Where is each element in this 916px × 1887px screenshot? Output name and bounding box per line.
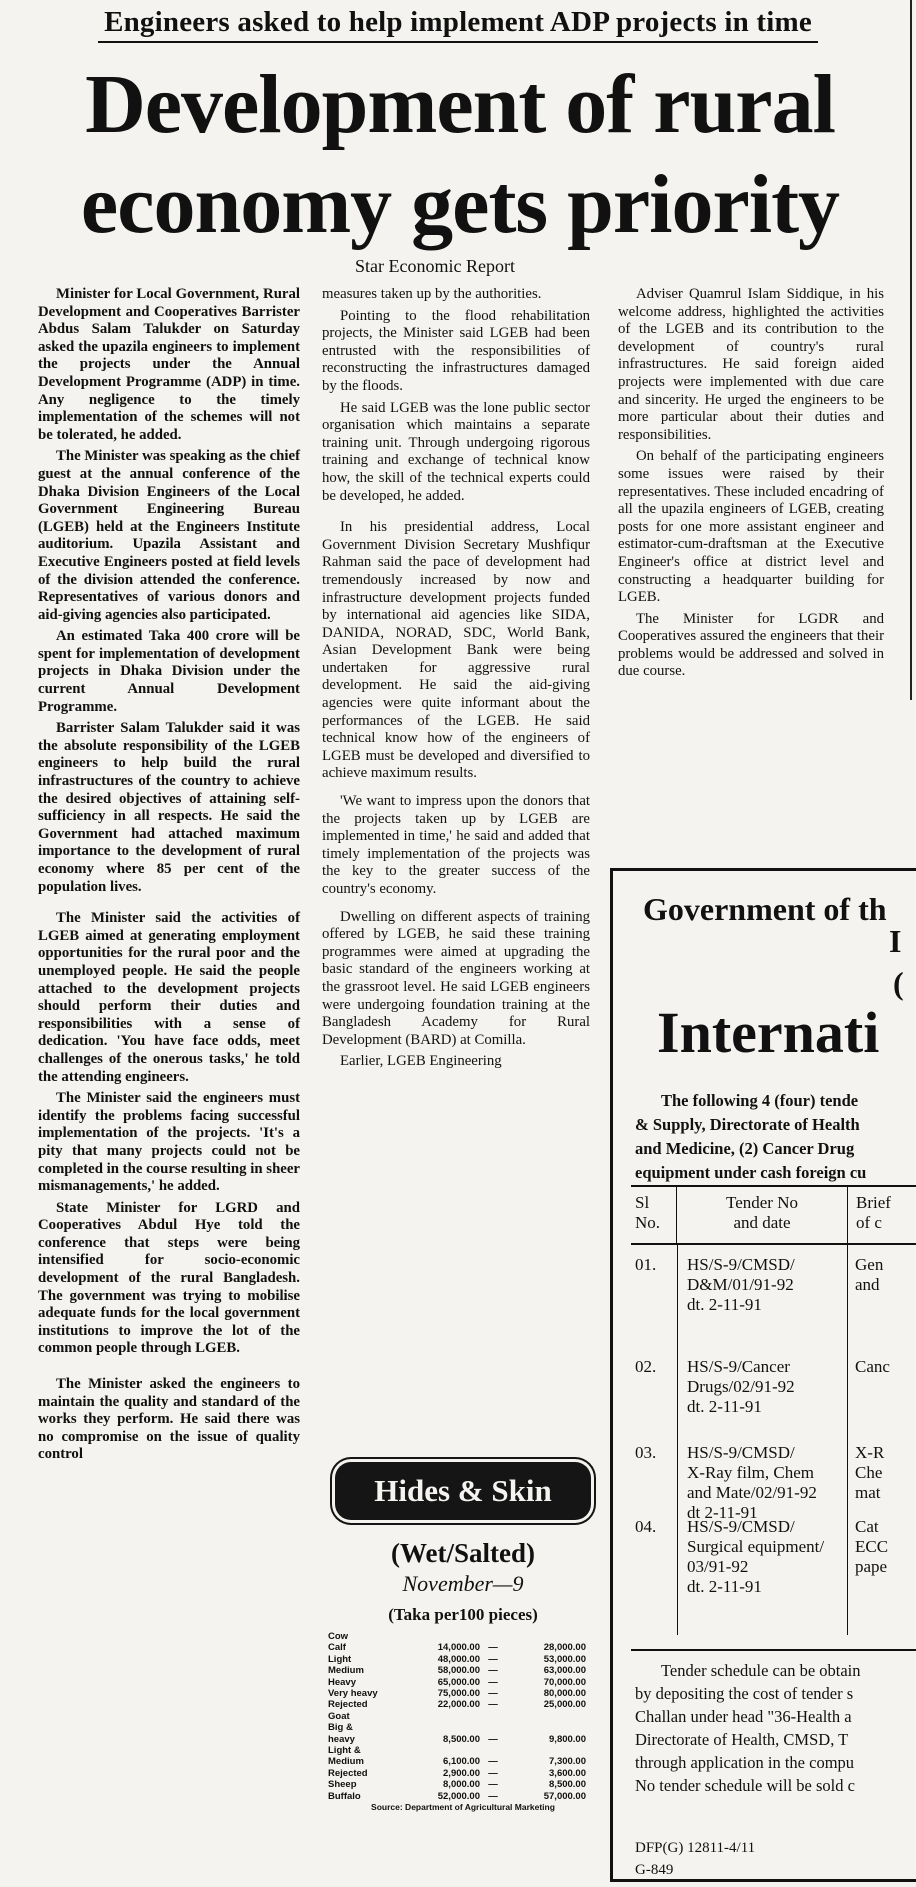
hides-row-high: 70,000.00 [543,1676,586,1688]
hides-row-name: Rejected [328,1767,368,1779]
tender-no-line: HS/S-9/Cancer [687,1357,790,1376]
paragraph: The Minister was speaking as the chief guest at the annual conference of the Dhaka Division Engineers of the Local Government Engineering Bureau (LGEB) held at the Engineers Institute auditorium. Upazila Assistant and Executive Engineers posted at field levels of the division attended the conference. Representatives of various donors and aid-giving agencies also participated. [38,448,300,623]
kicker-headline [0,6,916,43]
tender-row [631,1443,916,1523]
kicker-text: Engineers asked to help implement ADP projects in time [98,6,818,43]
byline: Star Economic Report [355,256,515,276]
tender-paragraph [635,1659,916,1797]
hides-row-dash [480,1631,506,1642]
tender-heading-1: Government of th [643,891,887,927]
paragraph: The Minister asked the engineers to maintain the quality and standard of the works they perform. He said there was no compromise on the issue of quality control [38,1376,300,1463]
paragraph: Pointing to the flood rehabilitation projects, the Minister said LGEB had been entrusted with the responsibilities of reconstructing the infrastructures damaged by the floods. [322,307,590,394]
hides-subtitle: (Wet/Salted) [391,1538,535,1568]
header-sl-2: No. [635,1213,661,1232]
tender-no-line: and Mate/02/91-92 [687,1483,817,1502]
paragraph: An estimated Taka 400 crore will be spent for implementation of development projects in Dhaka Division under the current Annual Development Programme. [38,628,300,715]
paragraph: He said LGEB was the lone public sector organisation which maintains a separate training unit. Through undergoing rigorous training and exchange of technical know how, the skill of the technical experts could be developed, he added. [322,399,590,504]
tender-no-line: D&M/01/91-92 [687,1275,794,1294]
hides-row-low: 2,900.00 [443,1767,480,1779]
tender-sl: 03. [635,1443,657,1462]
hides-row-low: 48,000.00 [437,1653,480,1665]
article-column-2 [322,286,590,1075]
hides-row [328,1631,598,1642]
tender-para-line: Challan under head "36-Health a [635,1707,852,1726]
hides-row [328,1756,598,1767]
paragraph: The Minister said the activities of LGEB aimed at generating employment opportunities for the rural poor and the unemployed people. He said the people attached to the development projects should perform their duties and responsibilities with a sense of dedication. 'You have face odds, meet challenges of the onerous tasks,' he told the attending engineers. [38,910,300,1085]
hides-row [328,1654,598,1665]
hides-row [328,1699,598,1710]
tender-intro [635,1089,916,1185]
hides-row [328,1688,598,1699]
hides-row [328,1665,598,1676]
tender-row [631,1517,916,1597]
paragraph: Earlier, LGEB Engineering [340,1053,502,1070]
paragraph: Adviser Quamrul Islam Siddique, in his welcome address, highlighted the activities of the LGEB and its contribution to the development of country's rural infrastructures. He said foreign aided projects were implemented with due care and sincerity. He urged the engineers to be more particular about their duties and responsibilities. [618,286,884,443]
tender-brief [847,1517,888,1597]
tender-brief-line: pape [855,1557,888,1576]
hides-row-high: 28,000.00 [543,1642,586,1654]
paragraph: measures taken up by the authorities. [322,286,542,302]
tender-brief-line: Cat [855,1517,879,1536]
tender-brief [847,1357,890,1417]
hides-row-name: Big & [328,1722,353,1734]
hides-row-dash [480,1722,506,1733]
tender-sl: 02. [635,1357,657,1376]
hides-row-low: 52,000.00 [437,1790,480,1802]
headline-line-1: Development of rural [85,58,835,151]
header-sl-1: Sl [635,1193,650,1212]
tender-intro-line: & Supply, Directorate of Health [635,1115,860,1134]
tender-brief-line: Che [855,1463,883,1482]
hides-date: November—9 [402,1571,524,1596]
tender-para-line: Directorate of Health, CMSD, T [635,1730,849,1749]
hides-row-high [506,1711,586,1722]
header-brief-1: Brief [856,1193,891,1212]
tender-heading-4: Internati [657,1000,880,1065]
tender-intro-line: and Medicine, (2) Cancer Drug [635,1139,855,1158]
hides-title: Hides & Skin [335,1462,591,1520]
tender-sl: 04. [635,1517,657,1536]
hides-row-dash: — [488,1665,498,1677]
hides-row-name: Sheep [328,1779,357,1791]
tender-para-line: by depositing the cost of tender s [635,1684,854,1703]
tender-intro-line: The following 4 (four) tende [661,1091,859,1110]
tender-table-header [631,1185,916,1245]
hides-row-dash: — [488,1653,498,1665]
hides-row-name: Very heavy [328,1688,378,1700]
hides-row [328,1779,598,1790]
hides-row-low: 22,000.00 [437,1699,480,1711]
hides-row-low: 14,000.00 [437,1642,480,1654]
hides-row-low: 58,000.00 [437,1665,480,1677]
tender-no-line: HS/S-9/CMSD/ [687,1443,795,1462]
hides-row [328,1642,598,1653]
hides-row-dash: — [488,1699,498,1711]
hides-row-high: 53,000.00 [543,1653,586,1665]
hides-row-low: 6,100.00 [443,1756,480,1768]
tender-para-line: through application in the compu [635,1753,855,1772]
hides-row-dash: — [488,1790,498,1802]
tender-no-line: Drugs/02/91-92 [687,1377,795,1396]
tender-brief-line: mat [855,1483,881,1502]
hides-row-high [506,1745,586,1756]
tender-brief-line: and [855,1275,880,1294]
header-tender-1: Tender No [726,1193,798,1212]
tender-intro-line: equipment under cash foreign cu [635,1163,867,1182]
tender-heading-3: ( [893,965,904,1001]
tender-no-line: HS/S-9/CMSD/ [687,1255,795,1274]
article-column-1 [38,286,300,1468]
tender-brief-line: ECC [855,1537,889,1556]
main-headline [30,55,890,255]
hides-row-high: 63,000.00 [543,1665,586,1677]
hides-row-high: 80,000.00 [543,1688,586,1700]
paragraph: Dwelling on different aspects of training offered by LGEB, he said these training programmes were aimed at upgrading the basic standard of the engineers working at the grassroot level. He said LGEB engineers were undergoing foundation training at the Bangladesh Academy for Rural Development (BARD) at Comilla. [322,908,590,1048]
header-sl [631,1187,677,1243]
hides-row-low [398,1631,480,1642]
paragraph: The Minister for LGDR and Cooperatives assured the engineers that their problems would be addressed and solved in due course. [618,610,884,680]
tender-no [677,1255,847,1315]
tender-no [677,1517,847,1597]
tender-row [631,1255,916,1315]
header-tender [677,1187,848,1243]
paragraph: On behalf of the participating engineers some issues were raised by their representatives. These included encadring of all the upazila engineers of LGEB, creating posts for one more assistant engineer and estimator-cum-draftsman at the Executive Engineer's office at district level and constructing a headquarter building for LGEB. [618,448,884,606]
tender-para-line: Tender schedule can be obtain [661,1661,861,1680]
hides-row-name: Heavy [328,1676,356,1688]
hides-source: Source: Department of Agricultural Marketing [371,1802,555,1813]
header-brief-2: of c [856,1213,882,1232]
hides-row-dash [480,1745,506,1756]
hides-row-name: Buffalo [328,1790,361,1802]
hides-row-low [398,1722,480,1733]
hides-row-low: 75,000.00 [437,1688,480,1700]
tender-para-line: No tender schedule will be sold c [635,1776,855,1795]
hides-skin-box [328,1462,598,1812]
hides-row [328,1734,598,1745]
tender-no-line: HS/S-9/CMSD/ [687,1517,795,1536]
hides-row-high: 57,000.00 [543,1790,586,1802]
paragraph: The Minister said the engineers must identify the problems facing successful implementation of the projects. 'It's a pity that many projects could not be completed in the course resulting in sheer mismanagements,' he added. [38,1090,300,1195]
hides-row-dash: — [488,1756,498,1768]
tender-no-line: X-Ray film, Chem [687,1463,815,1482]
hides-row-dash: — [488,1676,498,1688]
tender-sl: 01. [635,1255,657,1274]
hides-row [328,1711,598,1722]
tender-code-1: DFP(G) 12811-4/11 [635,1840,756,1856]
hides-row-dash: — [488,1767,498,1779]
hides-row-high: 7,300.00 [549,1756,586,1768]
tender-brief-line: Gen [855,1255,884,1274]
hides-row-high: 25,000.00 [543,1699,586,1711]
hides-row-name: heavy [328,1733,355,1745]
hides-row-dash [480,1711,506,1722]
hides-row-dash: — [488,1642,498,1654]
hides-row-high [506,1631,586,1642]
hides-row [328,1677,598,1688]
hides-row [328,1768,598,1779]
hides-row-name: Calf [328,1642,346,1654]
hides-row-low: 65,000.00 [437,1676,480,1688]
tender-no-line: 03/91-92 [687,1557,749,1576]
tender-notice [610,868,916,1882]
tender-code-2: G-849 [635,1862,674,1878]
tender-brief [847,1255,883,1315]
hides-row-dash: — [488,1733,498,1745]
hides-row-name: Light [328,1653,352,1665]
tender-table-bottom-rule [631,1649,916,1651]
tender-brief-line: Canc [855,1357,890,1376]
paragraph: State Minister for LGRD and Cooperatives Abdul Hye told the conference that steps were being intensified for socio-economic development of the rural Bangladesh. The government was trying to mobilise adequate funds for the local government institutions to improve the lot of the common people through LGEB. [38,1199,300,1357]
hides-row-name: Medium [328,1665,364,1677]
hides-row-low [398,1745,480,1756]
tender-no-line: dt. 2-11-91 [687,1397,762,1416]
tender-brief [847,1443,884,1523]
paragraph: In his presidential address, Local Government Division Secretary Mushfiqur Rahman said the pace of development had tremendously increased by now and infrastructure development projects funded by international aid agencies like SIDA, DANIDA, NORAD, SDC, World Bank, Asian Development Bank were being undertaken for aggressive rural development. He said the aid-giving agencies were quite informant about the performances of the LGEB. He said technical know how of the engineers of LGEB must be developed and diversified to achieve maximum results. [322,519,590,782]
hides-price-list [328,1631,598,1802]
tender-table-body [631,1245,916,1635]
headline-line-2: economy gets priority [80,158,840,251]
hides-row-low: 8,000.00 [443,1779,480,1791]
hides-row [328,1745,598,1756]
hides-row [328,1722,598,1733]
tender-heading-2: I [889,923,902,959]
header-tender-2: and date [733,1213,791,1232]
hides-row-high: 3,600.00 [549,1767,586,1779]
tender-table [631,1185,916,1635]
hides-row-high [506,1722,586,1733]
tender-brief-line: X-R [855,1443,885,1462]
tender-no-line: dt. 2-11-91 [687,1295,762,1314]
hides-row-low [398,1711,480,1722]
column-rule [910,0,912,700]
tender-no-line: Surgical equipment/ [687,1537,825,1556]
tender-no [677,1443,847,1523]
tender-no-line: dt. 2-11-91 [687,1577,762,1596]
tender-row [631,1357,916,1417]
paragraph: Minister for Local Government, Rural Development and Cooperatives Barrister Abdus Salam Talukder on Saturday asked the upazila engineers to implement the projects under the Annual Development Programme (ADP) in time. Any negligence to the timely implementation of the schemes will not be tolerated, he added. [38,286,300,443]
hides-row [328,1791,598,1802]
paragraph: Barrister Salam Talukder said it was the absolute responsibility of the LGEB engineers to help build the rural infrastructures of the country to achieve the desired objectives of attaining self-sufficiency in all respects. He said the Government had attached maximum importance to the development of rural economy where 85 per cent of the population lives. [38,720,300,895]
tender-no [677,1357,847,1417]
paragraph: 'We want to impress upon the donors that the projects taken up by LGEB are implemented in time,' he said and added that timely implementation of the projects was the key to the greater success of the country's economy. [322,793,590,897]
hides-row-name: Cow [328,1631,349,1642]
hides-row-name: Medium [328,1756,364,1768]
hides-row-dash: — [488,1688,498,1700]
hides-row-high: 9,800.00 [549,1733,586,1745]
hides-row-name: Rejected [328,1699,368,1711]
hides-row-high: 8,500.00 [549,1779,586,1791]
article-column-3 [618,286,884,685]
hides-row-name: Light & [328,1745,361,1757]
header-brief [848,1187,891,1243]
hides-row-dash: — [488,1779,498,1791]
hides-unit: (Taka per100 pieces) [388,1605,538,1624]
hides-row-low: 8,500.00 [443,1733,480,1745]
tender-no-line: dt 2-11-91 [687,1503,758,1522]
hides-row-name: Goat [328,1710,350,1722]
